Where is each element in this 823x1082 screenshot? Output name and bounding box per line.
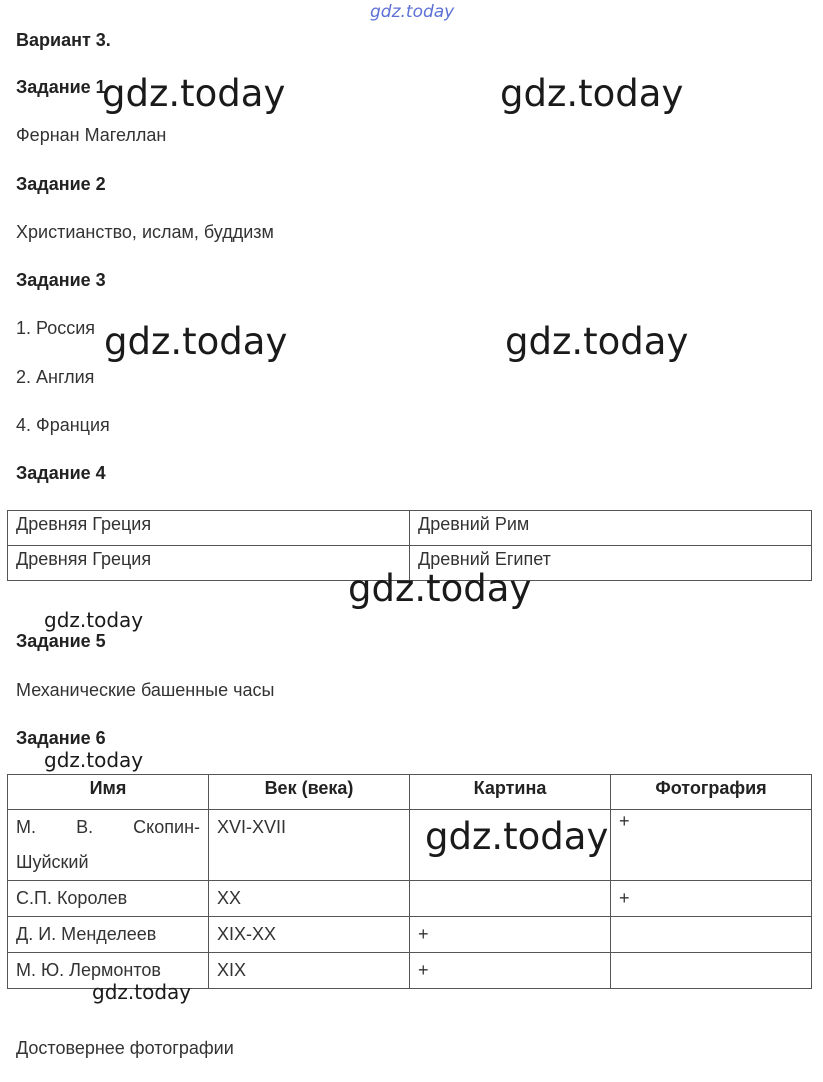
watermark: gdz.today (92, 980, 192, 1004)
task3-item: 4. Франция (16, 415, 110, 435)
task4-heading: Задание 4 (16, 463, 106, 483)
task5-heading: Задание 5 (16, 631, 106, 651)
century-cell: XIX-XX (209, 917, 410, 953)
person-name: М. Ю. Лермонтов (8, 953, 209, 989)
column-header-name: Имя (8, 775, 209, 810)
table-cell: Древний Рим (410, 511, 812, 546)
century-cell: XVI-XVII (209, 810, 410, 881)
task2-answer: Христианство, ислам, буддизм (16, 222, 274, 242)
painting-cell: + (410, 917, 611, 953)
task6-table (7, 774, 812, 989)
task1-answer: Фернан Магеллан (16, 125, 167, 145)
watermark: gdz.today (104, 320, 288, 363)
column-header-century: Век (века) (209, 775, 410, 810)
photo-cell (611, 917, 812, 953)
person-name: М. В. Скопин-Шуйский (8, 810, 209, 881)
task1-heading: Задание 1 (16, 77, 106, 97)
table-header-row (8, 775, 812, 810)
century-cell: XIX (209, 953, 410, 989)
watermark: gdz.today (425, 815, 609, 858)
watermark-top: gdz.today (370, 2, 455, 22)
table-row (8, 810, 812, 881)
watermark: gdz.today (102, 72, 286, 115)
painting-cell: + (410, 953, 611, 989)
task3-item: 2. Англия (16, 367, 95, 387)
task3-heading: Задание 3 (16, 270, 106, 290)
task2-heading: Задание 2 (16, 174, 106, 194)
table-cell: Древняя Греция (8, 546, 410, 581)
watermark: gdz.today (500, 72, 684, 115)
watermark: gdz.today (505, 320, 689, 363)
table-cell: Древний Египет (410, 546, 812, 581)
watermark: gdz.today (348, 567, 532, 610)
table-row (8, 511, 812, 546)
century-cell: XX (209, 881, 410, 917)
table-cell: Древняя Греция (8, 511, 410, 546)
watermark: gdz.today (44, 748, 144, 772)
task5-answer: Механические башенные часы (16, 680, 275, 700)
variant-title: Вариант 3. (16, 30, 111, 50)
painting-cell (410, 881, 611, 917)
table-row (8, 881, 812, 917)
task6-conclusion: Достовернее фотографии (16, 1038, 234, 1058)
person-name: С.П. Королев (8, 881, 209, 917)
watermark: gdz.today (44, 608, 144, 632)
task6-heading: Задание 6 (16, 728, 106, 748)
column-header-painting: Картина (410, 775, 611, 810)
photo-cell: + (611, 810, 812, 881)
photo-cell (611, 953, 812, 989)
table-row (8, 917, 812, 953)
photo-cell: + (611, 881, 812, 917)
column-header-photo: Фотография (611, 775, 812, 810)
task3-item: 1. Россия (16, 318, 96, 338)
person-name: Д. И. Менделеев (8, 917, 209, 953)
